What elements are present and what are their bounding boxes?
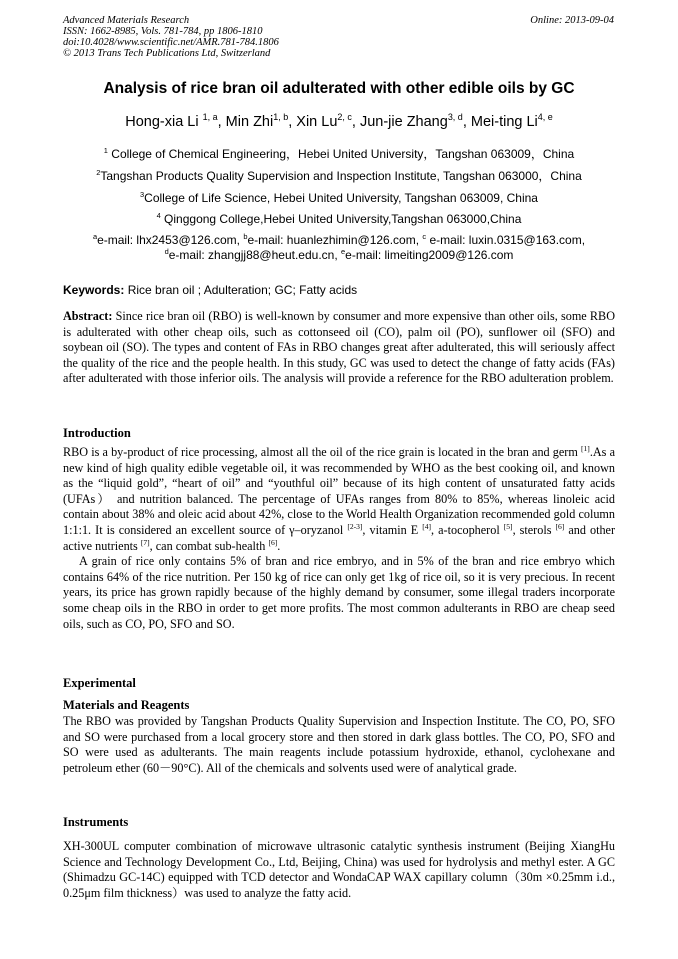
journal-header bbox=[63, 15, 279, 59]
author-sup: 1, b bbox=[273, 112, 289, 123]
introduction-paragraph-1 bbox=[63, 445, 615, 554]
citation: [1] bbox=[581, 443, 590, 453]
affiliation-sup: 3 bbox=[140, 190, 145, 199]
email-sup: d bbox=[164, 247, 169, 256]
email-line-2 bbox=[0, 248, 678, 263]
keywords-label: Keywords: bbox=[63, 283, 125, 297]
instruments-heading: Instruments bbox=[63, 815, 129, 829]
affiliation-1 bbox=[0, 146, 678, 163]
author-name: Xin Lu bbox=[296, 114, 338, 130]
intro-text: , can combat sub-health bbox=[149, 538, 269, 553]
author-sup: 3, d bbox=[447, 112, 463, 123]
citation: [2-3] bbox=[347, 521, 363, 531]
intro-text: and other active nutrients bbox=[63, 522, 616, 553]
journal-name: Advanced Materials Research bbox=[63, 15, 190, 26]
email-d: e-mail: zhangjj88@heut.edu.cn, bbox=[168, 248, 342, 262]
paper-title: Analysis of rice bran oil adulterated with other edible oils by GC bbox=[103, 80, 575, 97]
intro-text: .As a new kind of high quality edible vegetable oil, it was recommended by WHO as the best cooking oil, and known as the “liquid gold”, “heart of oil” and “youthful oil” because of its high content of unsaturated fatty acids (UFAs） and nutrition balanced. The percentage of UFAs ranges from 80% to 85%, whereas linoleic acid contain about 38% and oleic acid about 42%, close to the World Health Organization recommended gold column 1:1:1. It is considered an excellent source of γ–oryzanol bbox=[63, 445, 615, 537]
affiliation-text: College of Life Science, Hebei United University, Tangshan 063009, China bbox=[144, 191, 538, 205]
author-name: Mei-ting Li bbox=[470, 114, 538, 130]
introduction-body bbox=[63, 445, 615, 632]
intro-text: RBO is a by-product of rice processing, almost all the oil of the rice grain is located in the bran and germ bbox=[63, 445, 582, 459]
issn: ISSN: 1662-8985, Vols. 781-784, pp 1806-1810 bbox=[63, 26, 263, 37]
email-line-1 bbox=[0, 233, 678, 248]
citation: [6] bbox=[555, 521, 565, 531]
abstract bbox=[63, 309, 615, 387]
author-sup: 2, c bbox=[337, 112, 352, 123]
affiliation-2 bbox=[0, 168, 678, 185]
intro-text: . bbox=[277, 538, 281, 553]
citation: [6] bbox=[268, 537, 278, 547]
author-name: Jun-jie Zhang bbox=[359, 114, 448, 130]
materials-text: The RBO was provided by Tangshan Products Quality Supervision and Inspection Institute. The CO, PO, SFO and SO were purchased from a local grocery store and then stored in dark glass bottles. The CO, PO, SFO and SO were used as adulterants. The main reagents include potassium hydroxide, ethanol, cyclohexane and petroleum ether (60－90°C). All of the chemicals and solvents used were of analytical grade. bbox=[63, 714, 615, 775]
citation: [4] bbox=[422, 521, 432, 531]
affiliation-text: Qinggong College,Hebei United University,Tangshan 063000,China bbox=[160, 212, 522, 226]
author-list bbox=[0, 114, 678, 130]
author-name: Min Zhi bbox=[225, 114, 274, 130]
keywords-text: Rice bran oil ; Adulteration; GC; Fatty acids bbox=[124, 283, 358, 297]
author-sup: 1, a bbox=[202, 112, 218, 123]
affiliation-sup: 2 bbox=[96, 168, 101, 177]
instruments-text: XH-300UL computer combination of microwave ultrasonic catalytic synthesis instrument (Beijing XiangHu Science and Technology Development Co., Ltd, Beijing, China) was used for hydrolysis and methyl ester. A GC (Shimadzu GC-14C) equipped with TCD detector and WondaCAP WAX capillary column（30m ×0.25mm i.d., 0.25μm film thickness）was used to analyze the fatty acid. bbox=[63, 839, 615, 900]
materials-heading: Materials and Reagents bbox=[63, 698, 190, 712]
author-sep: , bbox=[217, 114, 226, 130]
author-sep: , bbox=[462, 114, 471, 130]
introduction-heading: Introduction bbox=[63, 426, 131, 440]
email-e: e-mail: limeiting2009@126.com bbox=[345, 248, 514, 262]
abstract-label: Abstract: bbox=[63, 309, 113, 323]
citation: [5] bbox=[503, 521, 513, 531]
email-sup: c bbox=[422, 232, 427, 241]
affiliation-text: Tangshan Products Quality Supervision and Inspection Institute, Tangshan 063000，China bbox=[100, 169, 582, 183]
email-block bbox=[0, 233, 678, 263]
author-sup: 4, e bbox=[537, 112, 553, 123]
intro-text: , vitamin E bbox=[362, 522, 423, 537]
email-b: e-mail: huanlezhimin@126.com, bbox=[247, 233, 423, 247]
intro-text: , a-tocopherol bbox=[431, 522, 504, 537]
affiliation-text: College of Chemical Engineering，Hebei United University，Tangshan 063009，China bbox=[107, 147, 575, 161]
affiliation-sup: 1 bbox=[103, 146, 108, 155]
author-sep: , bbox=[288, 114, 297, 130]
introduction-paragraph-2: A grain of rice only contains 5% of bran and rice embryo, and in 5% of the bran and rice embryo which contains 64% of the rice nutrition. Per 150 kg of rice can only get 1kg of rice oil, so it is very precious. In recent years, its price has grown rapidly because of the highly demand by consumer, some illegal traders incorporate some cheap oils in the RBO in order to get more profits. The most common adulterants in RBO are cheap seed oils, such as CO, PO, SFO and SO. bbox=[63, 554, 615, 631]
keywords bbox=[63, 283, 357, 297]
author-sep: , bbox=[351, 114, 360, 130]
experimental-heading: Experimental bbox=[63, 676, 136, 690]
online-date: Online: 2013-09-04 bbox=[530, 15, 614, 26]
email-a: e-mail: lhx2453@126.com, bbox=[97, 233, 244, 247]
intro-text: , sterols bbox=[512, 522, 556, 537]
doi: doi:10.4028/www.scientific.net/AMR.781-784.1806 bbox=[63, 37, 279, 48]
abstract-text: Since rice bran oil (RBO) is well-known by consumer and more expensive than other oils, some RBO is adulterated with other cheap oils, such as cottonseed oil (CO), palm oil (PO), sunflower oil (SFO) and soybean oil (SO). The types and content of FAs in RBO changes great after adulterated, this will seriously affect the quality of the rice and the people health. In this study, GC was used to detect the change of fatty acids (FAs) after adulterated with those inferior oils. The analysis will provide a reference for the RBO adulteration problem. bbox=[63, 309, 615, 386]
affiliation-sup: 4 bbox=[156, 211, 161, 220]
affiliation-4 bbox=[0, 211, 678, 228]
author-name: Hong-xia Li bbox=[125, 114, 203, 130]
affiliation-3 bbox=[0, 190, 678, 207]
citation: [7] bbox=[140, 537, 150, 547]
email-c: e-mail: luxin.0315@163.com, bbox=[426, 233, 586, 247]
email-sup: a bbox=[92, 232, 98, 241]
email-sup: b bbox=[243, 232, 248, 241]
copyright: © 2013 Trans Tech Publications Ltd, Switzerland bbox=[63, 48, 271, 59]
email-sup: e bbox=[341, 247, 346, 256]
